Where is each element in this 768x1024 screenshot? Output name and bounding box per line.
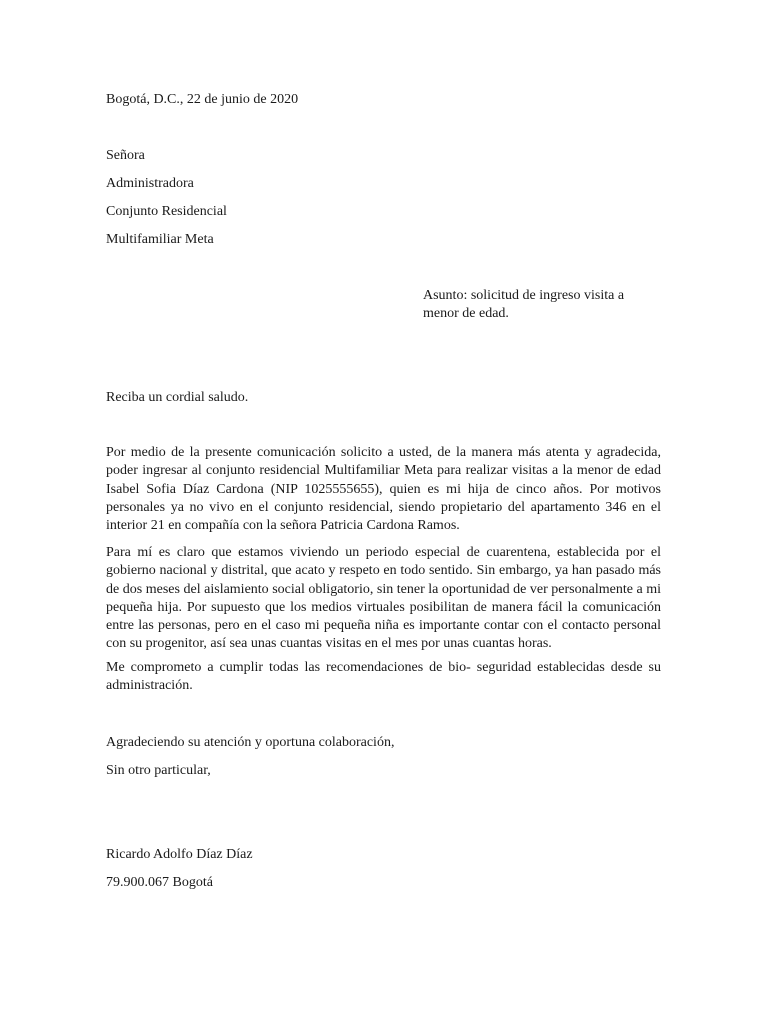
recipient-line-4: Multifamiliar Meta — [106, 232, 214, 247]
letter-greeting: Reciba un cordial saludo. — [106, 390, 249, 405]
body-paragraph-1: Por medio de la presente comunicación solicito a usted, de la manera más atenta y agradecida, poder ingresar al conjunto residencial Multifamiliar Meta para realizar visitas a la menor de edad Isabel Sofia Díaz Cardona (NIP 1025555655), quien es mi hija de cinco años. Por motivos personales ya no vivo en el conjunto residencial, siendo propietario del apartamento 346 en el interior 21 en compañía con la señora Patricia Cardona Ramos. — [106, 445, 661, 534]
letter-subject: Asunto: solicitud de ingreso visita a menor de edad. — [423, 288, 625, 321]
closing-line-2: Sin otro particular, — [106, 763, 211, 778]
body-paragraph-3: Me comprometo a cumplir todas las recomendaciones de bio- seguridad establecidas desde su administración. — [106, 660, 661, 694]
closing-line-1: Agradeciendo su atención y oportuna colaboración, — [106, 735, 395, 750]
signature-name: Ricardo Adolfo Díaz Díaz — [106, 847, 253, 862]
recipient-title: Señora — [106, 148, 145, 163]
letter-date: Bogotá, D.C., 22 de junio de 2020 — [106, 92, 299, 107]
recipient-line-3: Conjunto Residencial — [106, 204, 227, 219]
body-paragraph-2: Para mí es claro que estamos viviendo un periodo especial de cuarentena, establecida por el gobierno nacional y distrital, que acato y respeto en todo sentido. Sin embargo, ya han pasado más de dos meses del aislamiento social obligatorio, sin tener la oportunidad de ver personalmente a mi pequeña hija. Por supuesto que los medios virtuales posibilitan de manera fácil la comunicación entre las personas, pero en el caso mi pequeña niña es importante contar con el contacto personal con su progenitor, así sea unas cuantas visitas en el mes por unas cuantas horas. — [106, 545, 661, 652]
recipient-role: Administradora — [106, 176, 194, 191]
signature-id: 79.900.067 Bogotá — [106, 875, 213, 890]
